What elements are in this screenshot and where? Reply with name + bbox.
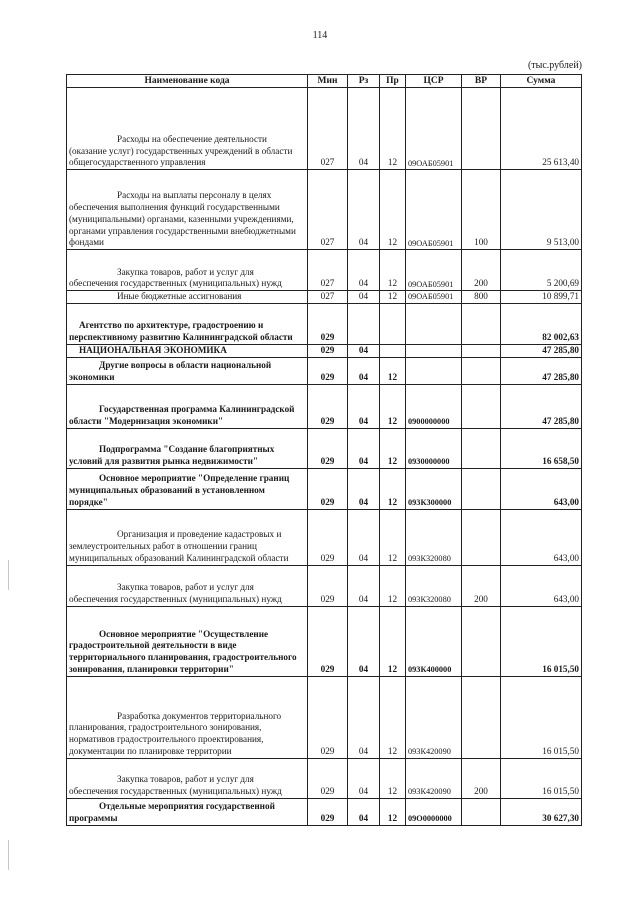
row-rz-cell: 04 — [348, 344, 380, 357]
row-sum-cell: 16 658,50 — [501, 428, 582, 468]
row-csr-cell: 09О0000000 — [406, 798, 462, 825]
row-name-cell: Разработка документов территориального планирования, градостроительного зонирования, нормативов градостроительного проектирования, документации по планировке территории — [67, 676, 308, 758]
row-sum-cell: 82 002,63 — [501, 303, 582, 344]
page-number: 114 — [312, 30, 328, 41]
row-name-cell: Другие вопросы в области национальной экономики — [67, 357, 308, 384]
row-csr-cell: 093К420090 — [406, 676, 462, 758]
row-pr-cell: 12 — [380, 676, 406, 758]
row-vr-cell: 100 — [462, 170, 501, 250]
header-min: Мин — [308, 75, 348, 88]
units-label: (тыс.рублей) — [527, 60, 582, 71]
row-vr-cell — [462, 798, 501, 825]
row-sum-cell: 5 200,69 — [501, 250, 582, 291]
row-rz-cell — [348, 303, 380, 344]
row-pr-cell — [380, 303, 406, 344]
row-rz-cell: 04 — [348, 88, 380, 170]
table-row — [67, 88, 582, 170]
row-vr-cell — [462, 606, 501, 676]
row-name-cell: Закупка товаров, работ и услуг для обеспечения государственных (муниципальных) нужд — [67, 250, 308, 291]
row-rz-cell: 04 — [348, 798, 380, 825]
row-min-cell: 029 — [308, 428, 348, 468]
row-pr-cell: 12 — [380, 565, 406, 606]
row-sum-cell: 47 285,80 — [501, 384, 582, 428]
row-vr-cell — [462, 468, 501, 509]
row-vr-cell — [462, 676, 501, 758]
table-row — [67, 758, 582, 798]
row-csr-cell — [406, 303, 462, 344]
row-rz-cell: 04 — [348, 468, 380, 509]
row-name-cell: Агентство по архитектуре, градостроению и перспективному развитию Калининградской области — [67, 303, 308, 344]
row-min-cell: 029 — [308, 565, 348, 606]
table-row — [67, 250, 582, 291]
row-pr-cell: 12 — [380, 758, 406, 798]
left-edge-mark — [8, 560, 9, 590]
row-min-cell: 027 — [308, 291, 348, 304]
row-pr-cell: 12 — [380, 357, 406, 384]
row-rz-cell: 04 — [348, 357, 380, 384]
row-sum-cell: 16 015,50 — [501, 758, 582, 798]
header-pr: Пр — [380, 75, 406, 88]
row-name-cell: Иные бюджетные ассигнования — [67, 291, 308, 304]
row-pr-cell: 12 — [380, 88, 406, 170]
row-rz-cell: 04 — [348, 565, 380, 606]
row-pr-cell: 12 — [380, 468, 406, 509]
row-csr-cell: 09ОАБ05901 — [406, 170, 462, 250]
table-row — [67, 291, 582, 304]
row-pr-cell: 12 — [380, 509, 406, 565]
row-sum-cell: 643,00 — [501, 565, 582, 606]
table-row — [67, 676, 582, 758]
row-rz-cell: 04 — [348, 250, 380, 291]
row-csr-cell: 093К320080 — [406, 509, 462, 565]
row-csr-cell — [406, 357, 462, 384]
budget-table — [66, 74, 582, 826]
row-name-cell: Отдельные мероприятия государственной программы — [67, 798, 308, 825]
row-min-cell: 027 — [308, 250, 348, 291]
row-min-cell: 029 — [308, 468, 348, 509]
table-row — [67, 384, 582, 428]
row-vr-cell: 800 — [462, 291, 501, 304]
row-pr-cell: 12 — [380, 250, 406, 291]
row-csr-cell: 0930000000 — [406, 428, 462, 468]
row-pr-cell: 12 — [380, 606, 406, 676]
row-vr-cell — [462, 88, 501, 170]
row-sum-cell: 30 627,30 — [501, 798, 582, 825]
row-min-cell: 027 — [308, 88, 348, 170]
row-rz-cell: 04 — [348, 758, 380, 798]
row-rz-cell: 04 — [348, 509, 380, 565]
row-sum-cell: 16 015,50 — [501, 676, 582, 758]
row-sum-cell: 643,00 — [501, 509, 582, 565]
row-min-cell: 029 — [308, 758, 348, 798]
row-rz-cell: 04 — [348, 428, 380, 468]
table-row — [67, 303, 582, 344]
table-row — [67, 606, 582, 676]
row-name-cell: НАЦИОНАЛЬНАЯ ЭКОНОМИКА — [67, 344, 308, 357]
row-csr-cell: 093К400000 — [406, 606, 462, 676]
row-min-cell: 029 — [308, 676, 348, 758]
header-rz: Рз — [348, 75, 380, 88]
row-min-cell: 029 — [308, 798, 348, 825]
row-min-cell: 029 — [308, 606, 348, 676]
row-csr-cell: 09ОАБ05901 — [406, 291, 462, 304]
row-name-cell: Закупка товаров, работ и услуг для обеспечения государственных (муниципальных) нужд — [67, 565, 308, 606]
row-vr-cell: 200 — [462, 758, 501, 798]
header-sum: Сумма — [501, 75, 582, 88]
row-name-cell: Организация и проведение кадастровых и землеустроительных работ в отношении границ муниципальных образований Калининградской области — [67, 509, 308, 565]
row-pr-cell — [380, 344, 406, 357]
row-pr-cell: 12 — [380, 170, 406, 250]
row-min-cell: 029 — [308, 509, 348, 565]
row-vr-cell — [462, 357, 501, 384]
row-min-cell: 029 — [308, 357, 348, 384]
row-csr-cell: 0900000000 — [406, 384, 462, 428]
row-name-cell: Расходы на обеспечение деятельности (оказание услуг) государственных учреждений в области общегосударственного управления — [67, 88, 308, 170]
row-rz-cell: 04 — [348, 676, 380, 758]
row-sum-cell: 643,00 — [501, 468, 582, 509]
table-row — [67, 565, 582, 606]
row-sum-cell: 25 613,40 — [501, 88, 582, 170]
row-csr-cell: 093К420090 — [406, 758, 462, 798]
table-row — [67, 170, 582, 250]
table-row — [67, 428, 582, 468]
table-row — [67, 357, 582, 384]
row-vr-cell — [462, 303, 501, 344]
row-rz-cell: 04 — [348, 291, 380, 304]
row-vr-cell — [462, 344, 501, 357]
row-vr-cell — [462, 509, 501, 565]
row-sum-cell: 9 513,00 — [501, 170, 582, 250]
row-pr-cell: 12 — [380, 291, 406, 304]
header-csr: ЦСР — [406, 75, 462, 88]
row-sum-cell: 47 285,80 — [501, 344, 582, 357]
table-row — [67, 344, 582, 357]
row-csr-cell — [406, 344, 462, 357]
row-min-cell: 027 — [308, 170, 348, 250]
table-row — [67, 509, 582, 565]
row-sum-cell: 16 015,50 — [501, 606, 582, 676]
header-name: Наименование кода — [67, 75, 308, 88]
row-vr-cell: 200 — [462, 250, 501, 291]
left-edge-mark — [8, 840, 9, 870]
row-rz-cell: 04 — [348, 170, 380, 250]
row-min-cell: 029 — [308, 303, 348, 344]
table-body — [67, 88, 582, 826]
row-rz-cell: 04 — [348, 606, 380, 676]
row-rz-cell: 04 — [348, 384, 380, 428]
row-csr-cell: 093К300000 — [406, 468, 462, 509]
row-name-cell: Закупка товаров, работ и услуг для обеспечения государственных (муниципальных) нужд — [67, 758, 308, 798]
row-vr-cell: 200 — [462, 565, 501, 606]
row-min-cell: 029 — [308, 384, 348, 428]
row-pr-cell: 12 — [380, 428, 406, 468]
row-vr-cell — [462, 428, 501, 468]
row-sum-cell: 47 285,80 — [501, 357, 582, 384]
row-name-cell: Основное мероприятие "Осуществление градостроительной деятельности в виде территориального планирования, градостроительного зонирования, планировки территории" — [67, 606, 308, 676]
row-vr-cell — [462, 384, 501, 428]
row-name-cell: Расходы на выплаты персоналу в целях обеспечения выполнения функций государственными (муниципальными) органами, казенными учреждениями, органами управления государственными внебюджетными фондами — [67, 170, 308, 250]
row-min-cell: 029 — [308, 344, 348, 357]
row-sum-cell: 10 899,71 — [501, 291, 582, 304]
header-vr: ВР — [462, 75, 501, 88]
row-name-cell: Подпрограмма "Создание благоприятных условий для развития рынка недвижимости" — [67, 428, 308, 468]
row-csr-cell: 09ОАБ05901 — [406, 250, 462, 291]
row-name-cell: Основное мероприятие "Определение границ муниципальных образований в установленном порядке" — [67, 468, 308, 509]
row-csr-cell: 09ОАБ05901 — [406, 88, 462, 170]
table-row — [67, 798, 582, 825]
row-pr-cell: 12 — [380, 798, 406, 825]
table-row — [67, 468, 582, 509]
row-name-cell: Государственная программа Калининградской области "Модернизация экономики" — [67, 384, 308, 428]
row-pr-cell: 12 — [380, 384, 406, 428]
row-csr-cell: 093К320080 — [406, 565, 462, 606]
table-header-row — [67, 75, 582, 88]
